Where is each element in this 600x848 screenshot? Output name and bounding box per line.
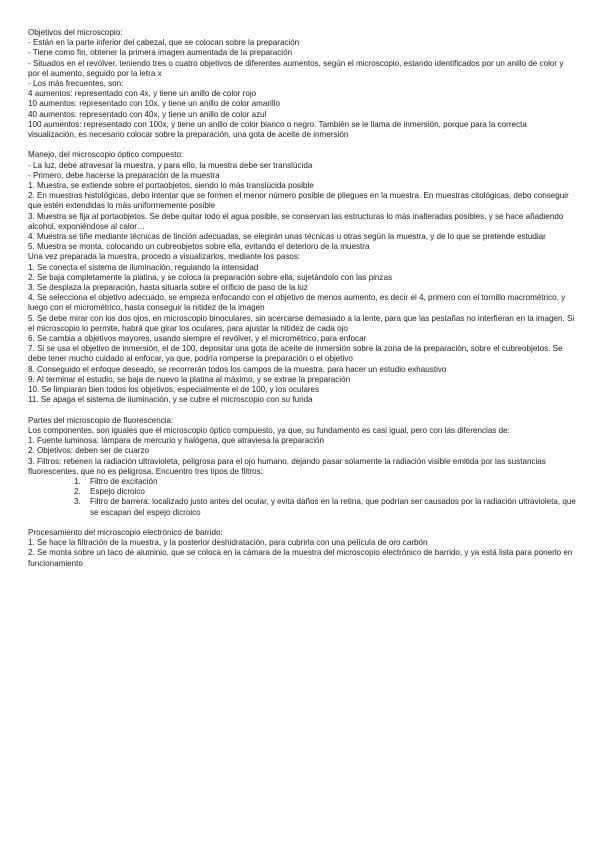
text-line: 4. Se selecciona el objetivo adecuado, se empieza enfocando con el objetivo de menos aumento, es decir el 4, primero con el tornillo macrométrico, y luego con el micrométrico, hasta conseguir la nitidez de la imagen [28, 293, 566, 313]
text-line: 2. Objetivos: deben ser de cuarzo [28, 446, 150, 456]
text-line: 2. Se monta sobre un taco de aluminio, que se coloca en la cámara de la muestra del microscopio electrónico de barrido, y ya está lista para ponerlo en funcionamiento [28, 548, 573, 568]
list-text: Filtro de excitación [90, 476, 158, 486]
text-line: - Están en la parte inferior del cabezal, que se colocan sobre la preparación [28, 38, 300, 48]
text-line: 9. Al terminar el estudio, se baja de nuevo la platina al máximo, y se extrae la preparación [28, 374, 351, 384]
text-line: 11. Se apaga el sistema de iluminación, y se cubre el microscopio con su funda [28, 395, 313, 405]
list-item [74, 497, 576, 517]
spacer [28, 406, 576, 416]
text-line: 2. En muestras histológicas, debo intentar que se formen el menor número posible de pliegues en la muestra. En muestras citológicas, debo conseguir que estén extendidas lo más uniformemente posible [28, 191, 569, 211]
text-line: 3. Se desplaza la preparación, hasta situarla sobre el orificio de paso de la luz [28, 283, 308, 293]
list-item [74, 476, 576, 487]
text-line: 40 aumentos: representado con 40x, y tiene un anillo de color azul [28, 109, 267, 119]
section-title: Manejo, del microscopio óptico compuesto: [28, 150, 184, 160]
list-number: 1. [74, 476, 81, 486]
list-item [74, 487, 576, 497]
text-line: 5. Muestra se monta, colocando un cubreobjetos sobre ella, evitando el deterioro de la muestra [28, 242, 370, 252]
text-line: 1. Muestra, se extiende sobre el portaobjetos, siendo lo más translúcida posible [28, 181, 314, 191]
text-line: 10 aumentos: representado con 10x, y tiene un anillo de color amarillo [28, 99, 280, 109]
text-line: 10. Se limpiarán bien todos los objetivos, especialmente el de 100, y los oculares [28, 385, 320, 395]
text-line: - La luz, debe atravesar la muestra, y para ello, la muestra debe ser translúcida [28, 160, 313, 170]
section-title: Objetivos del microscopio: [28, 28, 123, 37]
spacer [28, 140, 576, 150]
document-page [28, 28, 576, 569]
text-line: 3. Filtros: retienen la radiación ultravioleta, peligrosa para el ojo humano, dejando pasar solamente la radiación visible emitida por las sustancias fluorescentes, que no es peligrosa. Encuentro tres tipos de filtros: [28, 456, 546, 476]
text-line: 4 aumentos: representado con 4x, y tiene un anillo de color rojo [28, 89, 257, 99]
text-line: - Los más frecuentes, son: [28, 79, 124, 89]
text-line: 1. Fuente luminosa: lámpara de mercurio y halógena, que atraviesa la preparación [28, 436, 325, 446]
text-line: 1. Se hace la filtración de la muestra, y la posterior deshidratación, para cubrirla con una película de oro carbón [28, 538, 428, 548]
text-line: 100 aumentos: representado con 100x, y tiene un anillo de color blanco o negro. También se le llama de inmersión, porque para la correcta visualización, es necesario colocar sobre la preparación, una gota de aceite de inmersión [28, 119, 527, 140]
text-line: Los componentes, son iguales que el microscopio óptico compuesto, ya que, su fundamento es casi igual, pero con las diferencias de: [28, 425, 510, 435]
text-line: 3. Muestra se fija al portaobjetos. Se debe quitar todo el agua posible, se conservan las estructuras lo más inalteradas posibles, y se hace añadiendo alcohol, exponiéndose al calor… [28, 211, 564, 231]
list-number: 2. [74, 487, 81, 497]
section-title: Partes del microscopio de fluorescencia: [28, 415, 174, 425]
filtros-list [28, 477, 576, 518]
text-line: 4. Muestra se tiñe mediante técnicas de tinción adecuadas, se elegirán unas técnicas u otras según la muestra, y de lo que se pretende estudiar [28, 232, 546, 242]
text-line: 8. Conseguido el enfoque deseado, se recorrerán todos los campos de la muestra, para hacer un estudio exhaustivo [28, 364, 447, 374]
section-title: Procesamiento del microscopio electrónico de barrido: [28, 527, 223, 537]
section-manejo [28, 150, 576, 405]
text-line: 6. Se cambia a objetivos mayores, usando siempre el revólver, y el micrométrico, para enfocar [28, 334, 367, 344]
section-objetivos [28, 28, 576, 140]
spacer [28, 518, 576, 528]
text-line: 2. Se baja completamente la platina, y se coloca la preparación sobre ella, sujetándolo con las pinzas [28, 272, 392, 282]
text-line: - Primero, debe hacerse la preparación de la muestra [28, 170, 220, 180]
section-barrido [28, 528, 576, 569]
text-line: 1. Se conecta el sistema de iluminación, regulando la intensidad [28, 262, 259, 272]
list-text: Espejo dicroico [90, 487, 145, 497]
text-line: Una vez preparada la muestra, procedo a visualizarlos, mediante los pasos: [28, 252, 301, 262]
text-line: 5. Se debe mirar con los dos ojos, en microscopio binoculares, sin acercarse demasiado a la lente, para que las pestañas no interfieran en la imagen. Si el microscopio lo permite, habrá que girar los oculares, para ajustar la nitidez de cada ojo [28, 313, 575, 333]
text-line: 7. Si se usa el objetivo de inmersión, el de 100, depositar una gota de aceite de inmersión sobre la zona de la preparación, sobre el cubreobjetos. Se debe tener mucho cuidado al enfocar, ya que, podría romperse la preparación o el objetivo [28, 344, 563, 364]
text-line: - Tiene como fin, obtener la primera imagen aumentada de la preparación [28, 48, 293, 58]
section-fluorescencia [28, 416, 576, 518]
list-text: Filtro de barrera: localizado justo antes del ocular, y evita daños en la retina, que podrían ser causados por la radiación ultravioleta, que se escapan del espejo dicroico [90, 497, 576, 517]
text-line: - Situados en el revólver, teniendo tres o cuatro objetivos de diferentes aumentos, según el microscopio, estando identificados por un anillo de color y por el aumento, seguido por la letra x [28, 58, 564, 78]
list-number: 3. [74, 497, 81, 507]
